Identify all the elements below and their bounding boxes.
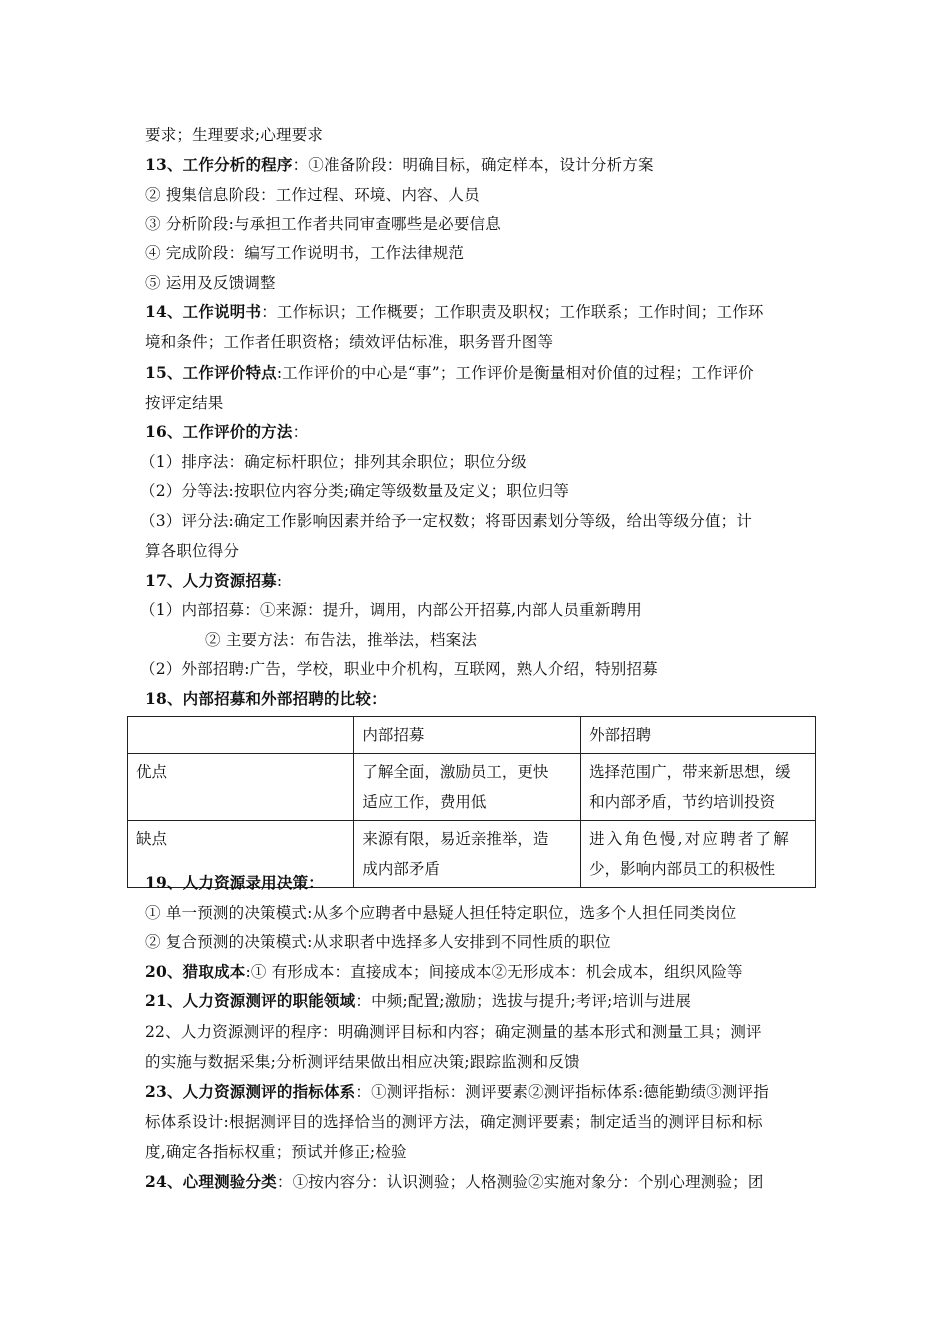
text-line: ② 搜集信息阶段：工作过程、环境、内容、人员 (145, 186, 480, 204)
text-line: ② 主要方法：布告法，推举法，档案法 (205, 631, 478, 649)
section-21 (145, 990, 815, 1012)
section-text: ： (292, 423, 309, 441)
cell-line: 和内部矛盾，节约培训投资 (589, 793, 776, 811)
section-24 (145, 1171, 815, 1193)
table-header-cell: 内部招募 (354, 717, 581, 754)
section-16 (145, 421, 815, 443)
text-line: ② 复合预测的决策模式:从求职者中选择多人安排到不同性质的职位 (145, 933, 611, 951)
section-23 (145, 1081, 815, 1103)
text-line: 22、人力资源测评的程序：明确测评目标和内容；确定测量的基本形式和测量工具；测评 (145, 1023, 762, 1041)
table-header-row (128, 717, 816, 754)
text-line: （1）内部招募：①来源：提升，调用，内部公开招募,内部人员重新聘用 (140, 601, 642, 619)
section-number: 20、 (145, 962, 183, 981)
section-number: 13、 (145, 155, 183, 174)
cell-line: 来源有限，易近亲推举，造 (362, 830, 549, 848)
text-line: （2）外部招聘:广告，学校，职业中介机构，互联网，熟人介绍，特别招募 (140, 660, 658, 678)
section-text: :工作评价的中心是“事”；工作评价是衡量相对价值的过程；工作评价 (276, 364, 754, 382)
row-label: 优点 (128, 754, 354, 821)
section-number: 17、 (145, 571, 183, 590)
section-text: ：①按内容分：认识测验；人格测验②实施对象分：个别心理测验；团 (276, 1173, 764, 1191)
section-text: ：①测评指标：测评要素②测评指标体系:德能勤绩③测评指 (355, 1083, 769, 1101)
text-line: 度,确定各指标权重；预试并修正;检验 (145, 1143, 407, 1161)
section-19 (145, 872, 815, 894)
cell-line: 少，影响内部员工的积极性 (589, 860, 776, 878)
section-number: 21、 (145, 991, 183, 1010)
section-18 (145, 688, 815, 710)
section-text: ： (308, 873, 324, 892)
section-heading: 工作说明书 (182, 302, 262, 321)
comparison-table (127, 716, 816, 888)
text-line: ③ 分析阶段:与承担工作者共同审查哪些是必要信息 (145, 215, 501, 233)
text-line: 标体系设计:根据测评目的选择恰当的测评方法，确定测评要素；制定适当的测评目标和标 (145, 1113, 763, 1131)
section-14 (145, 301, 815, 323)
section-13 (145, 154, 815, 176)
table-header-cell (128, 717, 354, 754)
section-number: 14、 (145, 302, 183, 321)
section-number: 15、 (145, 363, 183, 382)
section-number: 24、 (145, 1172, 183, 1191)
text-line: ⑤ 运用及反馈调整 (145, 274, 276, 292)
section-heading: 人力资源测评的指标体系 (182, 1082, 356, 1101)
section-heading: 人力资源录用决策 (182, 873, 309, 892)
section-15 (145, 362, 815, 384)
text-line: ① 单一预测的决策模式:从多个应聘者中悬疑人担任特定职位，选多个人担任同类岗位 (145, 904, 737, 922)
cell-line: 成内部矛盾 (362, 860, 440, 878)
text-line: （1）排序法：确定标杆职位；排列其余职位；职位分级 (140, 453, 527, 471)
section-heading: 心理测验分类 (182, 1172, 277, 1191)
text-line: 要求；生理要求;心理要求 (145, 126, 324, 144)
section-number: 23、 (145, 1082, 183, 1101)
section-text: ：工作标识；工作概要；工作职责及职权；工作联系；工作时间；工作环 (261, 303, 764, 321)
cell-line: 适应工作，费用低 (362, 793, 487, 811)
text-line: 按评定结果 (145, 394, 224, 412)
text-line: （2）分等法:按职位内容分类;确定等级数量及定义；职位归等 (140, 482, 570, 500)
section-heading: 人力资源招募 (182, 571, 277, 590)
section-text: ： (371, 689, 387, 708)
section-text: ：中频;配置;激励；选拔与提升;考评;培训与进展 (355, 992, 692, 1010)
section-text: ：①准备阶段：明确目标，确定样本，设计分析方案 (292, 156, 654, 174)
section-heading: 猎取成本 (182, 962, 246, 981)
text-line: 境和条件；工作者任职资格；绩效评估标准，职务晋升图等 (145, 333, 554, 351)
cell-line: 选择范围广，带来新思想，缓 (589, 763, 791, 781)
section-heading: 工作评价特点 (182, 363, 277, 382)
cell-line: 了解全面，激励员工，更快 (362, 763, 549, 781)
table-header-cell: 外部招聘 (581, 717, 816, 754)
cell-line: 进入角色慢,对应聘者了解 (589, 830, 791, 848)
section-number: 19、 (145, 873, 183, 892)
section-number: 18、 (145, 689, 183, 708)
section-heading: 人力资源测评的职能领域 (182, 991, 356, 1010)
section-text: :① 有形成本：直接成本；间接成本②无形成本：机会成本，组织风险等 (245, 963, 743, 981)
section-text: : (276, 572, 283, 590)
text-line: 的实施与数据采集;分析测评结果做出相应决策;跟踪监测和反馈 (145, 1053, 580, 1071)
table-cell (581, 754, 816, 821)
section-heading: 工作分析的程序 (182, 155, 293, 174)
section-20 (145, 961, 815, 983)
row-label: 缺点 (128, 821, 354, 888)
section-heading: 工作评价的方法 (182, 422, 293, 441)
table-row (128, 754, 816, 821)
text-line: 算各职位得分 (145, 542, 240, 560)
table-cell (354, 754, 581, 821)
text-line: （3）评分法:确定工作影响因素并给予一定权数；将哥因素划分等级，给出等级分值；计 (140, 512, 753, 530)
text-line: ④ 完成阶段：编写工作说明书，工作法律规范 (145, 244, 465, 262)
section-17 (145, 570, 815, 592)
section-number: 16、 (145, 422, 183, 441)
section-heading: 内部招募和外部招聘的比较 (182, 689, 372, 708)
